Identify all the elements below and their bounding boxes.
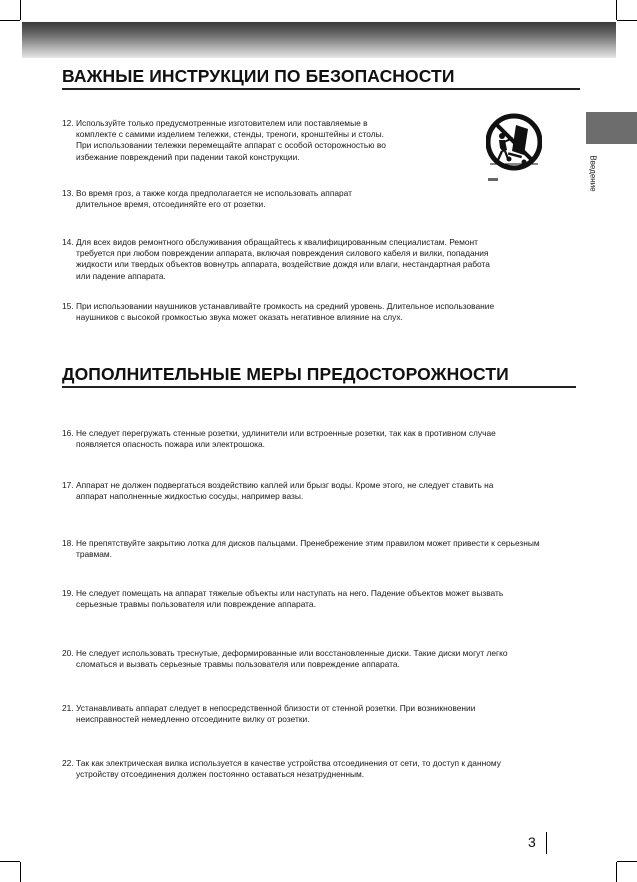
cart-tip-over-warning-icon <box>486 112 542 188</box>
section-title-rule <box>62 386 576 388</box>
list-item: 12. Используйте только предусмотренные изготовителем или поставляемые в комплекте с самими изделием тележки, стенды, треноги, кронштейны и столы. При использовании тележки перемещайте аппарат с особой осторожностью во избежание повреждений при падении такой конструкции. <box>62 118 386 162</box>
list-item: 14. Для всех видов ремонтного обслуживания обращайтесь к квалифицированным специалистам. Ремонт требуется при любом повреждении аппарата, включая повреждения силового кабеля и вилки, попадания жидкости или твердых объектов вовнутрь аппарата, воздействие дождя или влаги, нестандартная работа или падение аппарата. <box>62 237 490 281</box>
crop-mark-top-right <box>616 0 617 20</box>
list-item: 17. Аппарат не должен подвергаться воздействию каплей или брызг воды. Кроме этого, не следует ставить на аппарат наполненные жидкостью сосуды, например вазы. <box>62 480 494 502</box>
section-title-additional-precautions: ДОПОЛНИТЕЛЬНЫЕ МЕРЫ ПРЕДОСТОРОЖНОСТИ <box>62 364 509 384</box>
list-item: 22. Так как электрическая вилка используется в качестве устройства отсоединения от сети, то доступ к данному устройству отсоединения должен постоянно оставаться незатрудненным. <box>62 758 501 780</box>
crop-mark-top-right-h <box>617 20 637 21</box>
list-item: 20. Не следует использовать треснутые, деформированные или восстановленные диски. Такие диски могут легко сломаться и вызвать серьезные травмы пользователя или повреждение аппарата. <box>62 648 508 670</box>
list-item: 19. Не следует помещать на аппарат тяжелые объекты или наступать на него. Падение объектов может вызвать серьезные травмы пользователя или повреждение аппарата. <box>62 588 504 610</box>
list-item: 15. При использовании наушников устанавливайте громкость на средний уровень. Длительное использование наушников с высокой громкостью звука может оказать негативное влияние на слух. <box>62 301 495 323</box>
side-tab-label: Введение <box>588 154 598 192</box>
side-tab-marker <box>586 112 637 144</box>
page-number: 3 <box>528 834 536 850</box>
header-gradient-band <box>22 22 616 58</box>
section-title-rule <box>62 88 580 90</box>
crop-mark-top-left-h <box>0 20 20 21</box>
crop-mark-bottom-left-h <box>0 861 20 862</box>
crop-mark-bottom-right <box>616 862 617 882</box>
list-item: 18. Не препятствуйте закрытию лотка для дисков пальцами. Пренебрежение этим правилом может привести к серьезным травмам. <box>62 538 540 560</box>
section-title-important-safety: ВАЖНЫЕ ИНСТРУКЦИИ ПО БЕЗОПАСНОСТИ <box>62 66 455 86</box>
list-item: 13. Во время гроз, а также когда предполагается не использовать аппарат длительное время, отсоединяйте его от розетки. <box>62 188 352 210</box>
list-item: 16. Не следует перегружать стенные розетки, удлинители или встроенные розетки, так как в противном случае появляется опасность пожара или электрошока. <box>62 428 496 450</box>
list-item: 21. Устанавливать аппарат следует в непосредственной близости от стенной розетки. При возникновении неисправностей немедленно отсоедините вилку от розетки. <box>62 703 476 725</box>
crop-mark-bottom-right-h <box>617 861 637 862</box>
crop-mark-bottom-left <box>20 862 21 882</box>
page-number-rule <box>546 832 547 854</box>
crop-mark-top-left <box>20 0 21 20</box>
